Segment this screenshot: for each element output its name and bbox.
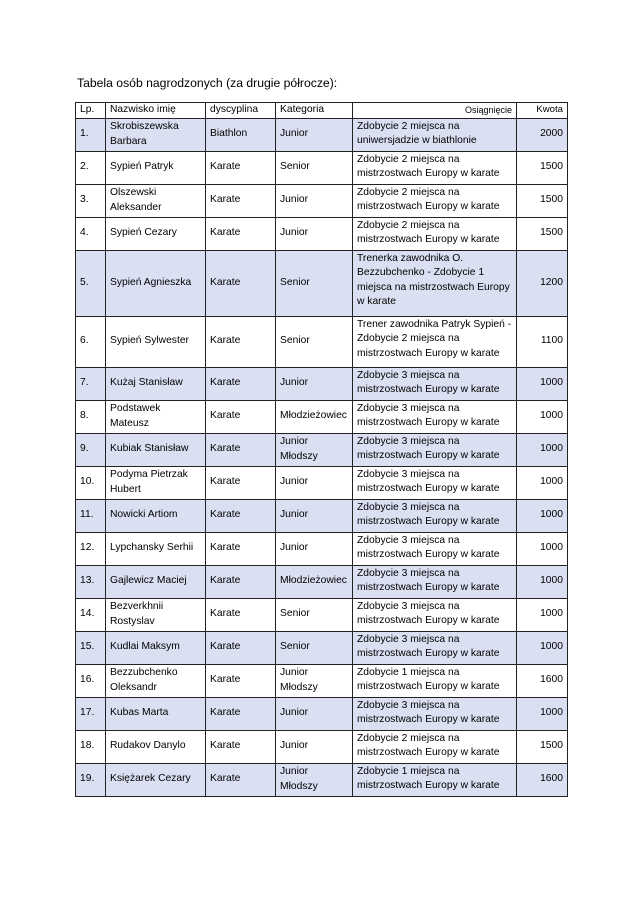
cell-name: Kudlai Maksym	[106, 631, 206, 664]
cell-achievement: Zdobycie 3 miejsca na mistrzostwach Europy w karate	[353, 565, 517, 598]
cell-lp: 10.	[76, 466, 106, 499]
cell-lp: 4.	[76, 217, 106, 250]
table-row	[76, 697, 568, 730]
cell-amount: 1000	[517, 499, 568, 532]
cell-category: Junior	[276, 184, 353, 217]
cell-category: Senior	[276, 598, 353, 631]
cell-discipline: Karate	[206, 565, 276, 598]
cell-lp: 9.	[76, 433, 106, 466]
column-header-discipline: dyscyplina	[206, 103, 276, 119]
cell-achievement: Zdobycie 3 miejsca na mistrzostwach Europy w karate	[353, 466, 517, 499]
cell-amount: 1000	[517, 466, 568, 499]
cell-achievement: Zdobycie 3 miejsca na mistrzostwach Europy w karate	[353, 598, 517, 631]
cell-discipline: Karate	[206, 151, 276, 184]
column-header-category: Kategoria	[276, 103, 353, 119]
cell-name: Kubas Marta	[106, 697, 206, 730]
cell-category: Junior	[276, 367, 353, 400]
cell-achievement: Zdobycie 2 miejsca na mistrzostwach Europy w karate	[353, 151, 517, 184]
cell-amount: 1000	[517, 565, 568, 598]
cell-discipline: Karate	[206, 316, 276, 367]
cell-name: Olszewski Aleksander	[106, 184, 206, 217]
column-header-name: Nazwisko imię	[106, 103, 206, 119]
cell-category: Junior	[276, 730, 353, 763]
table-row	[76, 184, 568, 217]
cell-discipline: Karate	[206, 598, 276, 631]
cell-achievement: Zdobycie 2 miejsca na mistrzostwach Europy w karate	[353, 217, 517, 250]
cell-amount: 1000	[517, 697, 568, 730]
cell-discipline: Karate	[206, 217, 276, 250]
cell-lp: 17.	[76, 697, 106, 730]
cell-achievement: Zdobycie 3 miejsca na mistrzostwach Europy w karate	[353, 499, 517, 532]
cell-category: Junior	[276, 499, 353, 532]
cell-discipline: Karate	[206, 631, 276, 664]
cell-name: Bezverkhnii Rostyslav	[106, 598, 206, 631]
column-header-amount: Kwota	[517, 103, 568, 119]
table-body	[76, 118, 568, 796]
cell-lp: 6.	[76, 316, 106, 367]
cell-amount: 1000	[517, 400, 568, 433]
cell-lp: 12.	[76, 532, 106, 565]
cell-amount: 1500	[517, 151, 568, 184]
cell-amount: 1600	[517, 664, 568, 697]
cell-achievement: Zdobycie 3 miejsca na mistrzostwach Europy w karate	[353, 367, 517, 400]
cell-lp: 7.	[76, 367, 106, 400]
cell-discipline: Karate	[206, 532, 276, 565]
cell-category: Senior	[276, 316, 353, 367]
cell-discipline: Biathlon	[206, 118, 276, 151]
cell-discipline: Karate	[206, 466, 276, 499]
cell-name: Kubiak Stanisław	[106, 433, 206, 466]
cell-lp: 3.	[76, 184, 106, 217]
table-row	[76, 664, 568, 697]
cell-category: Junior	[276, 466, 353, 499]
cell-amount: 1100	[517, 316, 568, 367]
cell-category: Junior	[276, 118, 353, 151]
cell-amount: 1500	[517, 217, 568, 250]
cell-achievement: Zdobycie 1 miejsca na mistrzostwach Europy w karate	[353, 763, 517, 796]
cell-lp: 15.	[76, 631, 106, 664]
cell-achievement: Zdobycie 3 miejsca na mistrzostwach Europy w karate	[353, 697, 517, 730]
cell-achievement: Zdobycie 3 miejsca na mistrzostwach Europy w karate	[353, 532, 517, 565]
table-row	[76, 400, 568, 433]
cell-amount: 1000	[517, 532, 568, 565]
cell-lp: 19.	[76, 763, 106, 796]
cell-category: Młodzieżowiec	[276, 565, 353, 598]
cell-discipline: Karate	[206, 400, 276, 433]
cell-name: Sypień Cezary	[106, 217, 206, 250]
cell-amount: 1000	[517, 367, 568, 400]
table-row	[76, 466, 568, 499]
cell-lp: 5.	[76, 250, 106, 316]
cell-achievement: Zdobycie 2 miejsca na mistrzostwach Europy w karate	[353, 730, 517, 763]
table-row	[76, 532, 568, 565]
cell-achievement: Zdobycie 3 miejsca na mistrzostwach Europy w karate	[353, 400, 517, 433]
cell-discipline: Karate	[206, 730, 276, 763]
cell-lp: 13.	[76, 565, 106, 598]
table-row	[76, 250, 568, 316]
page-title: Tabela osób nagrodzonych (za drugie półrocze):	[77, 76, 338, 90]
cell-achievement: Zdobycie 1 miejsca na mistrzostwach Europy w karate	[353, 664, 517, 697]
cell-discipline: Karate	[206, 367, 276, 400]
cell-achievement: Trenerka zawodnika O. Bezzubchenko - Zdobycie 1 miejsca na mistrzostwach Europy w karate	[353, 250, 517, 316]
table-row	[76, 367, 568, 400]
cell-name: Skrobiszewska Barbara	[106, 118, 206, 151]
cell-amount: 1000	[517, 598, 568, 631]
cell-discipline: Karate	[206, 184, 276, 217]
cell-achievement: Zdobycie 2 miejsca na mistrzostwach Europy w karate	[353, 184, 517, 217]
cell-name: Rudakov Danylo	[106, 730, 206, 763]
awards-table	[75, 102, 568, 797]
table-row	[76, 316, 568, 367]
table-header-row	[76, 103, 568, 119]
cell-lp: 1.	[76, 118, 106, 151]
table-row	[76, 565, 568, 598]
cell-category: Junior Młodszy	[276, 664, 353, 697]
cell-category: Senior	[276, 151, 353, 184]
cell-amount: 1500	[517, 184, 568, 217]
table-row	[76, 433, 568, 466]
cell-name: Sypień Sylwester	[106, 316, 206, 367]
table-row	[76, 763, 568, 796]
cell-lp: 2.	[76, 151, 106, 184]
cell-category: Młodzieżowiec	[276, 400, 353, 433]
table-row	[76, 730, 568, 763]
table-row	[76, 118, 568, 151]
table-row	[76, 151, 568, 184]
cell-lp: 11.	[76, 499, 106, 532]
cell-lp: 18.	[76, 730, 106, 763]
cell-lp: 16.	[76, 664, 106, 697]
cell-discipline: Karate	[206, 250, 276, 316]
table-row	[76, 631, 568, 664]
cell-lp: 14.	[76, 598, 106, 631]
column-header-achievement: Osiągnięcie	[353, 103, 517, 119]
cell-achievement: Trener zawodnika Patryk Sypień - Zdobycie 2 miejsca na mistrzostwach Europy w karate	[353, 316, 517, 367]
cell-amount: 1600	[517, 763, 568, 796]
cell-category: Junior Młodszy	[276, 433, 353, 466]
cell-category: Senior	[276, 250, 353, 316]
cell-category: Junior	[276, 532, 353, 565]
cell-name: Sypień Patryk	[106, 151, 206, 184]
cell-name: Księżarek Cezary	[106, 763, 206, 796]
cell-name: Sypień Agnieszka	[106, 250, 206, 316]
cell-name: Podyma Pietrzak Hubert	[106, 466, 206, 499]
cell-name: Nowicki Artiom	[106, 499, 206, 532]
cell-lp: 8.	[76, 400, 106, 433]
cell-name: Gajlewicz Maciej	[106, 565, 206, 598]
cell-amount: 2000	[517, 118, 568, 151]
cell-achievement: Zdobycie 3 miejsca na mistrzostwach Europy w karate	[353, 433, 517, 466]
cell-category: Senior	[276, 631, 353, 664]
cell-name: Lypchansky Serhii	[106, 532, 206, 565]
cell-category: Junior Młodszy	[276, 763, 353, 796]
cell-amount: 1200	[517, 250, 568, 316]
cell-category: Junior	[276, 217, 353, 250]
table-row	[76, 499, 568, 532]
cell-amount: 1000	[517, 433, 568, 466]
cell-name: Kużaj Stanisław	[106, 367, 206, 400]
cell-amount: 1000	[517, 631, 568, 664]
cell-achievement: Zdobycie 2 miejsca na uniwersjadzie w biathlonie	[353, 118, 517, 151]
cell-discipline: Karate	[206, 433, 276, 466]
cell-discipline: Karate	[206, 697, 276, 730]
table-row	[76, 598, 568, 631]
cell-achievement: Zdobycie 3 miejsca na mistrzostwach Europy w karate	[353, 631, 517, 664]
column-header-lp: Lp.	[76, 103, 106, 119]
cell-name: Bezzubchenko Oleksandr	[106, 664, 206, 697]
cell-discipline: Karate	[206, 664, 276, 697]
cell-name: Podstawek Mateusz	[106, 400, 206, 433]
table-row	[76, 217, 568, 250]
cell-category: Junior	[276, 697, 353, 730]
cell-discipline: Karate	[206, 763, 276, 796]
cell-amount: 1500	[517, 730, 568, 763]
cell-discipline: Karate	[206, 499, 276, 532]
